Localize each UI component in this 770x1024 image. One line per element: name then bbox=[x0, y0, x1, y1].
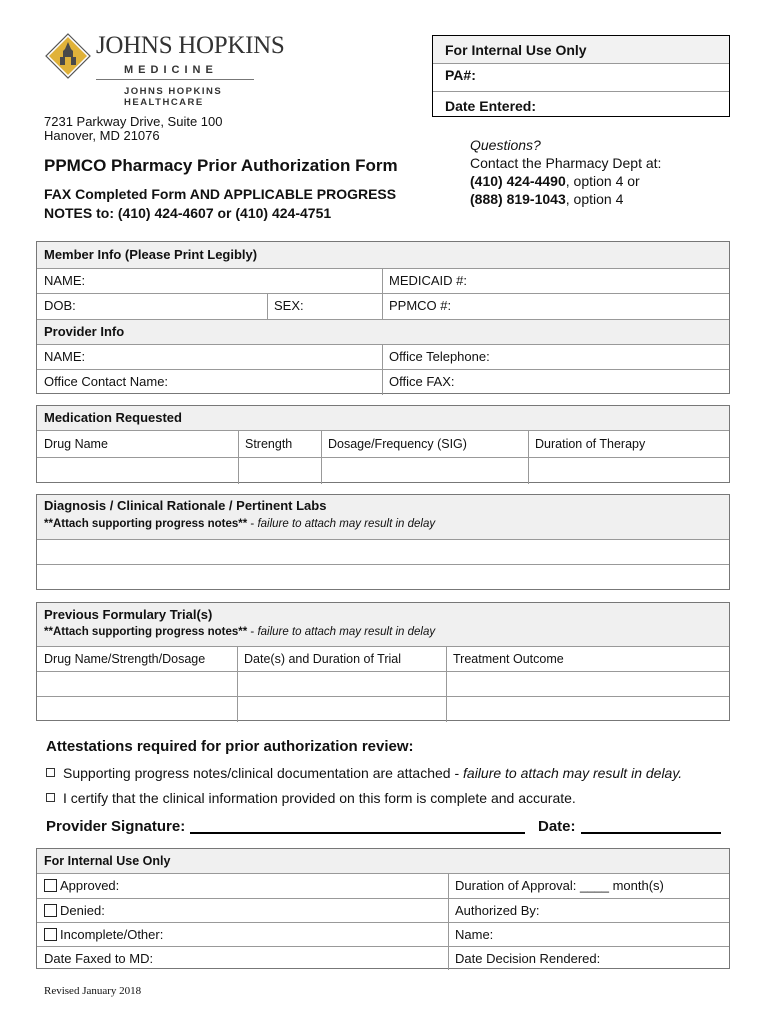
medicaid-number-field[interactable]: MEDICAID #: bbox=[389, 273, 468, 288]
sex-field[interactable]: SEX: bbox=[274, 298, 304, 313]
internal-use-box bbox=[432, 35, 730, 117]
previous-attach-note: **Attach supporting progress notes** - failure to attach may result in delay bbox=[44, 626, 436, 638]
internal-use-bottom bbox=[36, 848, 730, 969]
provider-info-heading: Provider Info bbox=[37, 320, 729, 344]
logo-medicine: MEDICINE bbox=[124, 64, 218, 76]
provider-signature-label: Provider Signature: bbox=[46, 818, 186, 835]
attestations-title: Attestations required for prior authorization review: bbox=[46, 738, 414, 755]
duration-approval-field[interactable]: Duration of Approval: ____ month(s) bbox=[455, 878, 664, 893]
member-provider-section bbox=[36, 241, 730, 394]
incomplete-option: Incomplete/Other: bbox=[37, 923, 163, 947]
internal-use-heading: For Internal Use Only bbox=[433, 36, 729, 64]
attestation-checkbox-1[interactable] bbox=[46, 768, 55, 777]
strength-input[interactable] bbox=[238, 458, 321, 484]
trial-row-1[interactable] bbox=[37, 672, 731, 696]
incomplete-checkbox[interactable] bbox=[44, 928, 57, 941]
medication-heading: Medication Requested bbox=[37, 406, 729, 430]
internal-name-field[interactable]: Name: bbox=[455, 927, 494, 942]
signature-date-line[interactable] bbox=[581, 832, 721, 834]
date-faxed-field[interactable]: Date Faxed to MD: bbox=[44, 951, 154, 966]
diagnosis-input-1[interactable] bbox=[37, 540, 731, 564]
member-name-field[interactable]: NAME: bbox=[44, 273, 86, 288]
form-title: PPMCO Pharmacy Prior Authorization Form bbox=[44, 156, 398, 175]
attestation-item-1: Supporting progress notes/clinical documentation are attached - failure to attach may result in delay. bbox=[46, 765, 682, 781]
denied-checkbox[interactable] bbox=[44, 904, 57, 917]
date-decision-field[interactable]: Date Decision Rendered: bbox=[455, 951, 601, 966]
attestation-checkbox-2[interactable] bbox=[46, 793, 55, 802]
provider-name-field[interactable]: NAME: bbox=[44, 349, 86, 364]
questions-contact: Questions? Contact the Pharmacy Dept at: (410) 424-4490, option 4 or (888) 819-1043, option 4 bbox=[470, 137, 662, 207]
member-info-heading: Member Info (Please Print Legibly) bbox=[37, 242, 729, 268]
diagnosis-section bbox=[36, 494, 730, 590]
col-treatment-outcome: Treatment Outcome bbox=[453, 652, 564, 666]
office-fax-field[interactable]: Office FAX: bbox=[389, 374, 455, 389]
col-dosage-frequency: Dosage/Frequency (SIG) bbox=[328, 437, 467, 451]
col-strength: Strength bbox=[245, 437, 293, 451]
office-contact-name-field[interactable]: Office Contact Name: bbox=[44, 374, 169, 389]
medication-section bbox=[36, 405, 730, 483]
phone-primary: (410) 424-4490 bbox=[470, 173, 566, 189]
fax-instructions: FAX Completed Form AND APPLICABLE PROGRESS NOTES to: (410) 424-4607 or (410) 424-4751 bbox=[44, 186, 397, 221]
diagnosis-attach-note: **Attach supporting progress notes** - failure to attach may result in delay bbox=[44, 518, 436, 530]
trial-row-2[interactable] bbox=[37, 697, 731, 722]
dosage-frequency-input[interactable] bbox=[321, 458, 528, 484]
revision-footer: Revised January 2018 bbox=[44, 985, 142, 997]
approved-checkbox[interactable] bbox=[44, 879, 57, 892]
previous-heading: Previous Formulary Trial(s) bbox=[44, 607, 213, 622]
approved-option: Approved: bbox=[37, 874, 119, 898]
diagnosis-input-2[interactable] bbox=[37, 565, 731, 591]
previous-trials-section bbox=[36, 602, 730, 721]
date-entered-field[interactable]: Date Entered: bbox=[445, 98, 537, 114]
pa-number-field[interactable]: PA#: bbox=[433, 64, 729, 92]
logo-wordmark: JOHNS HOPKINS bbox=[96, 32, 285, 59]
authorized-by-field[interactable]: Authorized By: bbox=[455, 903, 540, 918]
logo-healthcare: JOHNS HOPKINS HEALTHCARE bbox=[124, 86, 223, 108]
dob-field[interactable]: DOB: bbox=[44, 298, 76, 313]
duration-therapy-input[interactable] bbox=[528, 458, 731, 484]
mailing-address: 7231 Parkway Drive, Suite 100 Hanover, MD 21076 bbox=[44, 114, 223, 143]
signature-date-label: Date: bbox=[538, 818, 576, 835]
divider bbox=[37, 898, 729, 899]
internal-use-bottom-heading: For Internal Use Only bbox=[37, 849, 729, 873]
attestation-item-2: I certify that the clinical information provided on this form is complete and accurate. bbox=[46, 790, 576, 806]
col-trial-dates: Date(s) and Duration of Trial bbox=[244, 652, 402, 666]
col-duration-therapy: Duration of Therapy bbox=[535, 437, 646, 451]
diagnosis-heading: Diagnosis / Clinical Rationale / Pertinent Labs bbox=[44, 498, 327, 513]
office-telephone-field[interactable]: Office Telephone: bbox=[389, 349, 490, 364]
logo-divider bbox=[96, 79, 254, 80]
phone-secondary: (888) 819-1043 bbox=[470, 191, 566, 207]
jhm-shield-logo bbox=[45, 33, 91, 79]
ppmco-number-field[interactable]: PPMCO #: bbox=[389, 298, 452, 313]
col-drug-name: Drug Name bbox=[44, 437, 108, 451]
col-drug-strength-dosage: Drug Name/Strength/Dosage bbox=[44, 652, 206, 666]
provider-signature-line[interactable] bbox=[190, 832, 525, 834]
denied-option: Denied: bbox=[37, 899, 105, 923]
drug-name-input[interactable] bbox=[37, 458, 238, 484]
